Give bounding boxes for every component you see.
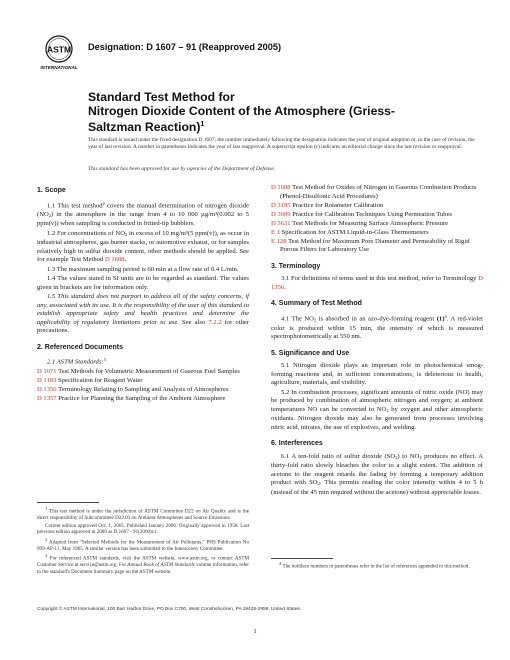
svg-text:ASTM: ASTM: [46, 44, 72, 55]
section-heading-scope: 1. Scope: [37, 187, 66, 194]
link-d1608[interactable]: D 1608: [104, 256, 125, 263]
ref-item: D 3631 Test Methods for Measuring Surface Atmospheric Pressure: [271, 219, 449, 227]
footnote-1: $^1$ This test method is under the jurisdiction of ASTM Committee D22 on Air Quality and is the direct responsibility of Subcommittee D22.03 on Ambient Atmospheres and Source Emissions.: [37, 506, 249, 521]
title-line-1: Standard Test Method for: [88, 90, 235, 104]
ref-item: D 3609 Practice for Calibration Techniques Using Permeation Tubes: [271, 210, 453, 218]
footnote-rule: [37, 502, 99, 503]
footnotes-left: [37, 506, 249, 576]
right-column: [271, 184, 483, 498]
standard-note: This standard is issued under the fixed designation D 1607; the number immediately following the designation indicates the year of original adoption or, in the case of revision, the year of last revision. A number in parentheses indicates the year of last reapproval. A superscript epsilon (ε) indicates an editorial change since the last revision or reapproval.: [88, 137, 475, 151]
ref-item: E 1 Specification for ASTM Liquid-in-Glass Thermometers: [271, 228, 429, 236]
section-heading-referenced: 2. Referenced Documents: [37, 343, 123, 351]
paragraph-3-1: 3.1 For definitions of terms used in this test method, refer to Terminology D 1356.: [271, 275, 483, 291]
paragraph-6-1: 6.1 A ten-fold ratio of sulfur dioxide (SO2) to NO2 produces no effect. A thirty-fold ratio slowly bleaches the color to a slight extent. The addition of acetone to the reagent retards the fading by forming a temporary addition product with SO2. This permits reading the color intensity within 4 to 5 h (instead of the 45 min required without the acetone) without appreciable losses.: [271, 452, 483, 496]
footnote-3: $^3$ For referenced ASTM standards, visit the ASTM website, www.astm.org, or contact ASTM Customer Service at service@astm.org. For Annual Book of ASTM Standards volume information, refer to the standard's Document Summary page on the ASTM website.: [37, 553, 249, 575]
paragraph-1-1: 1.1 This test method$^2$ covers the manual determination of nitrogen dioxide (NO2) in the atmosphere in the range from 4 to 10 000 µg/m³(0.002 to 5 ppm(v)) when sampling is conducted in fritted-tip bubblers.: [37, 200, 249, 227]
designation: Designation: D 1607 – 91 (Reapproved 2005): [88, 42, 282, 52]
paragraph-2-1: 2.1 ASTM Standards:$^3$: [47, 357, 106, 366]
page-number: 1: [253, 628, 257, 635]
ref-link[interactable]: D 3609: [271, 210, 291, 218]
paragraph-5-1: 5.1 Nitrogen dioxide plays an important role in photochemical smog-forming reactions and, in sufficient concentrations, is deleterious to health, agriculture, materials, and visibility.: [271, 362, 483, 386]
paragraph-5-2: 5.2 In combustion processes, significant amounts of nitric oxide (NO) may be produced by combination of atmospheric nitrogen and oxygen; at ambient temperatures NO can be converted to NO2 by oxygen and other atmospheric oxidants. Nitrogen dioxide may also be generated from processes involving nitric acid, nitrates, the use of explosives, and welding.: [271, 388, 483, 431]
footnote-2: $^2$ Adapted from "Selected Methods for the Measurement of Air Pollutants," PHS Publication No 999-AP-11, May 1965. A similar version has been submitted to the Intersociety Committee.: [37, 536, 249, 552]
ref-item: D 1357 Practice for Planning the Sampling of the Ambient Atmosphere: [37, 395, 226, 402]
link-d1356[interactable]: D 1356: [271, 275, 483, 291]
ref-link[interactable]: E 128: [271, 237, 287, 245]
section-heading-significance: 5. Significance and Use: [271, 349, 350, 357]
footnote-4: $^4$ The boldface numbers in parentheses refer to the list of references appended to this method.: [279, 561, 470, 570]
ref-link[interactable]: D 3195: [271, 201, 291, 209]
section-heading-summary: 4. Summary of Test Method: [271, 300, 362, 307]
document-title: [88, 90, 418, 134]
copyright-line: Copyright © ASTM International, 100 Barr Harbor Drive, PO Box C700, West Conshohocken, PA 19428-2959, United States.: [37, 607, 302, 612]
approval-note: This standard has been approved for use by agencies of the Department of Defense.: [88, 166, 276, 172]
paragraph-1-5: 1.5 This standard does not purport to address all of the safety concerns, if any, associated with its use. It is the responsibility of the user of this standard to establish appropriate safety and health practices and determine the applicability of regulatory limitations prior to use. See also 7.2.2 for other precautions.: [37, 293, 249, 334]
ref-link[interactable]: D 1356: [37, 386, 57, 393]
ref-item: D 1608 Test Method for Oxides of Nitrogen in Gaseous Combustion Products (Phenol-Disulfonic Acid Procedures): [271, 184, 477, 200]
ref-link[interactable]: D 1357: [37, 395, 57, 402]
ref-item: D 1193 Specification for Reagent Water: [37, 377, 143, 384]
ref-link[interactable]: D 1193: [37, 377, 57, 384]
section-heading-interferences: 6. Interferences: [271, 440, 323, 447]
ref-link[interactable]: D 1608: [271, 184, 291, 191]
ref-link[interactable]: D 3631: [271, 219, 291, 227]
ref-link[interactable]: E 1: [271, 228, 280, 236]
title-line-3: Saltzman Reaction)$^1$: [88, 120, 205, 134]
logo-text: INTERNATIONAL: [40, 65, 78, 70]
title-line-2: Nitrogen Dioxide Content of the Atmosphere (Griess-: [88, 104, 395, 118]
paragraph-1-3: 1.3 The maximum sampling period is 60 min at a flow rate of 0.4 L/min.: [47, 265, 239, 273]
paragraph-1-2: 1.2 For concentrations of NO2 in excess of 10 mg/m³(5 ppm(v)), as occur in industrial atmospheres, gas burner stacks, or automotive exhaust, or for samples relatively high in sulfur dioxide content, other methods should be applied. See for example Test Method D 1608.: [37, 229, 249, 263]
ref-item: D 1356 Terminology Relating to Sampling and Analysis of Atmospheres: [37, 386, 229, 393]
paragraph-1-4: 1.4 The values stated in SI units are to be regarded as standard. The values given in brackets are for information only.: [37, 275, 249, 291]
section-heading-terminology: 3. Terminology: [271, 262, 321, 270]
astm-logo: [37, 33, 81, 73]
link-7-2-2[interactable]: 7.2.2: [208, 318, 222, 326]
ref-item: D 3195 Practice for Rotameter Calibration: [271, 201, 384, 209]
footnote-rule-right: [271, 558, 333, 559]
ref-item: D 1071 Test Methods for Volumetric Measurement of Gaseous Fuel Samples: [37, 368, 240, 375]
left-column: [37, 182, 249, 404]
ref-item: E 128 Test Method for Maximum Pore Diameter and Permeability of Rigid Porous Filters for Laboratory Use: [271, 237, 470, 253]
footnote-1b: Current edition approved Oct. 1, 2005. Published January 2006. Originally approved in 1958. Last previous edition approved in 2000 as D 1607 - 91(2000)ε1.: [37, 522, 249, 535]
paragraph-4-1: 4.1 The NO2 is absorbed in an azo-dye-forming reagent $(1)^4$. A red-violet color is produced within 15 min, the intensity of which is measured spectrophotometrically at 550 nm.: [271, 313, 483, 340]
ref-link[interactable]: D 1071: [37, 368, 57, 375]
